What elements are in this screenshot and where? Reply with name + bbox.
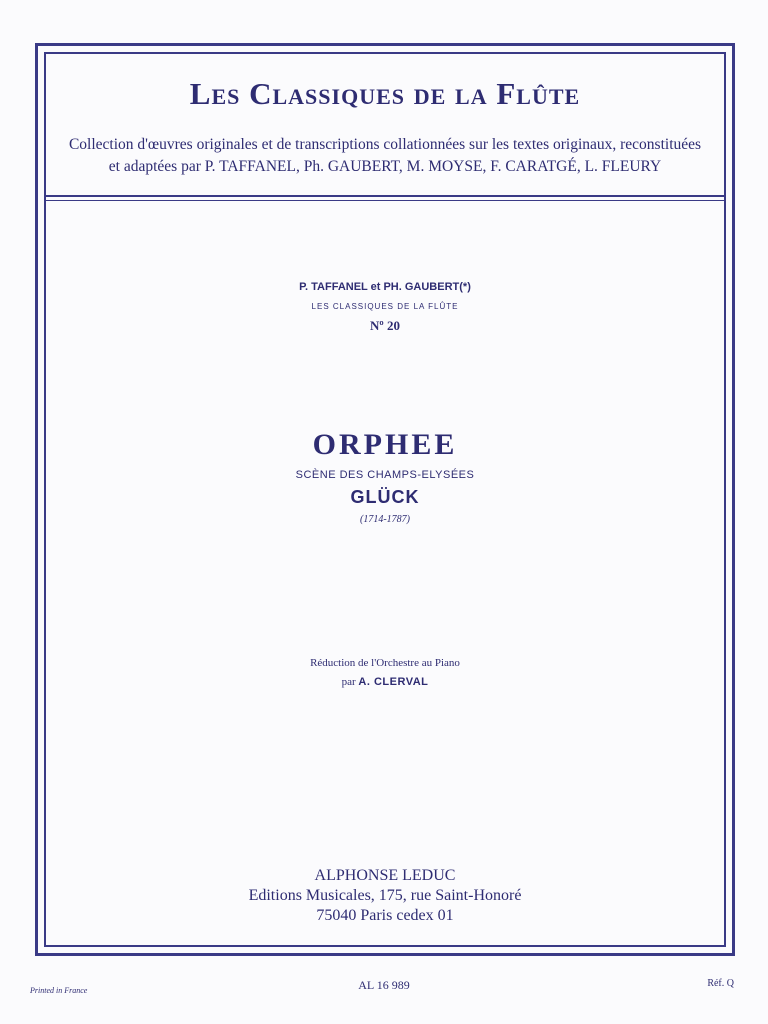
composer-name: GLÜCK [350,487,420,507]
series-description-line-2: et adaptées par P. TAFFANEL, Ph. GAUBERT, M. MOYSE, F. CARATGÉ, L. FLEURY [108,158,662,175]
series-number: Nº 20 [370,318,400,333]
reduction-line: Réduction de l'Orchestre au Piano [310,657,460,669]
series-name-small: LES CLASSIQUES DE LA FLÛTE [311,302,459,311]
arranger-name: A. CLERVAL [358,676,429,688]
arranger-line [44,676,726,688]
reference: Réf. Q [707,978,734,989]
series-description-line-1: Collection d'œuvres originales et de transcriptions collationnées sur les textes originaux, reconstituées [68,136,702,153]
header-divider [44,195,726,197]
publisher-address-2: 75040 Paris cedex 01 [316,907,454,924]
composer-dates: (1714-1787) [360,514,410,525]
work-subtitle: SCÈNE DES CHAMPS-ELYSÉES [295,469,475,481]
publisher-name: ALPHONSE LEDUC [314,867,456,884]
publisher-block [44,866,726,926]
catalog-number: AL 16 989 [358,978,410,992]
header-divider-thin [44,200,726,201]
work-title: ORPHEE [312,428,458,461]
series-title: Les Classiques de la Flûte [189,76,581,111]
arranger-par: par [341,676,356,688]
publisher-address-1: Editions Musicales, 175, rue Saint-Honoré [248,887,522,904]
printed-in: Printed in France [30,986,88,995]
editors-line: P. TAFFANEL et PH. GAUBERT(*) [299,281,471,293]
series-description [60,134,710,178]
